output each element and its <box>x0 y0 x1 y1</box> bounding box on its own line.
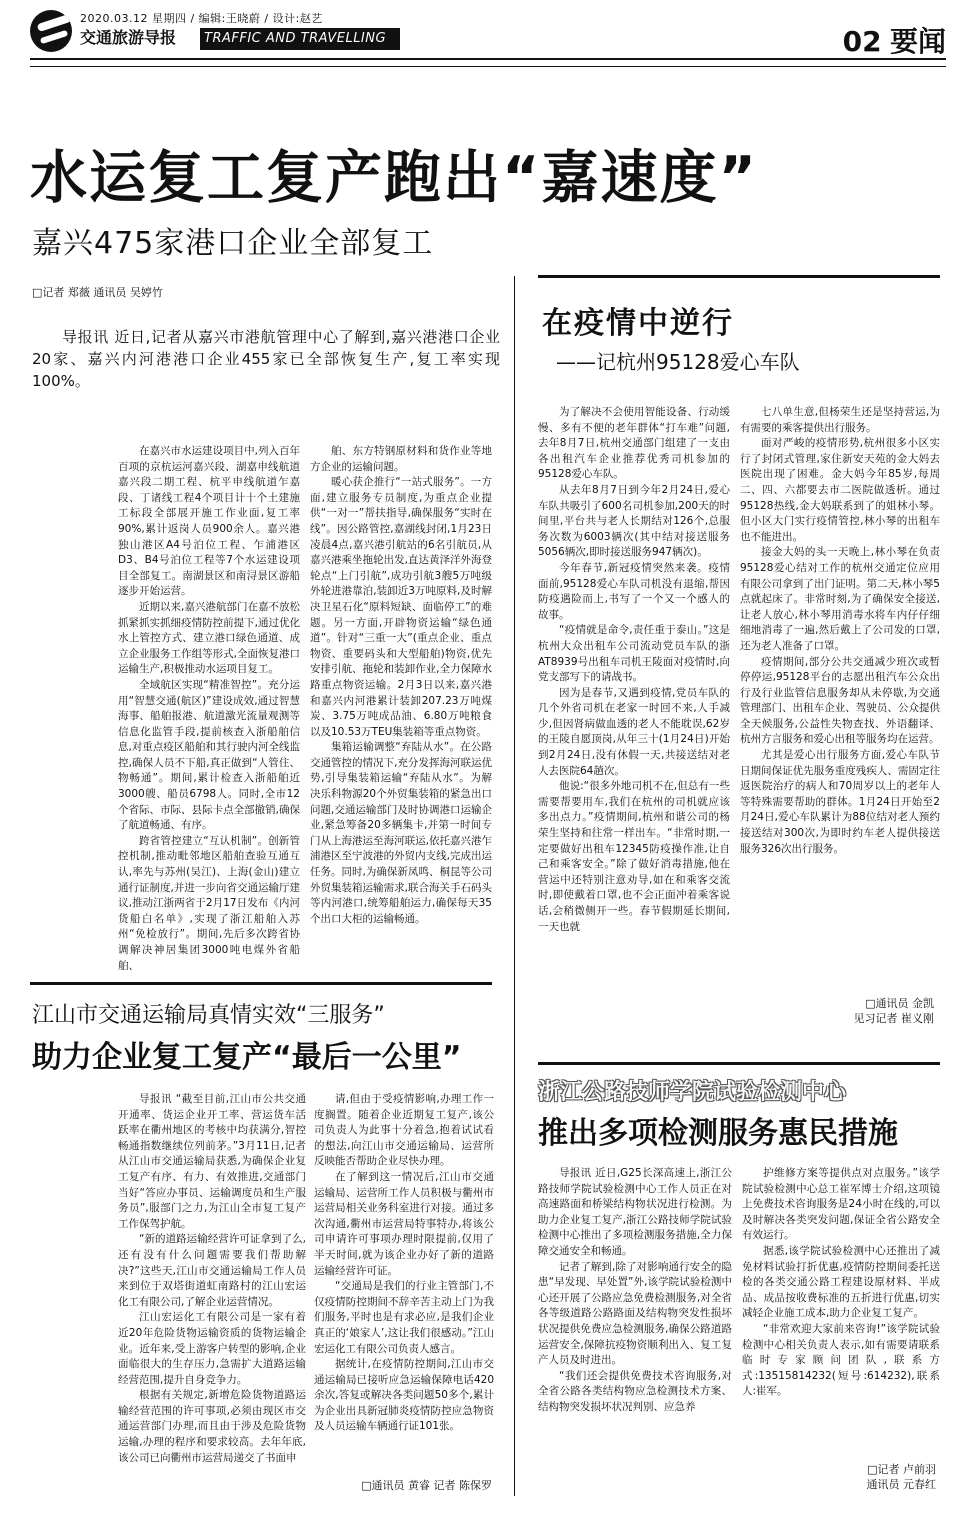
paragraph: “非常欢迎大家前来咨询!”该学院试验检测中心相关负责人表示,如有需要请联系临时专家顾问团队,联系方式:13515814232(短号:614232),联系人:崔军。 <box>742 1322 940 1398</box>
zhejiang-rule <box>538 1062 940 1065</box>
paragraph: “我们还会提供免费技术咨询服务,对全省公路各类结构物应急检测技术方案、结构物突发损坏状况判别、应急养 <box>538 1369 732 1413</box>
zhejiang-kicker <box>538 1075 940 1105</box>
paragraph: 根据有关规定,新增危险货物道路运输经营范围的许可事项,必须由现区市交通运营部门办理,而且由于涉及危险货物运输,办理的程序和要求较高。去年年底,该公司已向衢州市运营局递交了书面申 <box>118 1389 306 1464</box>
page-divider <box>514 276 515 1496</box>
lead-headline: 水运复工复产跑出“嘉速度” <box>30 145 758 211</box>
paragraph: 他说:“很多外地司机不在,但总有一些需要帮要用车,我们在杭州的司机就应该多出点力。”疫情期间,杭州和谐公司的杨荣生坚持和往常一样出车。“非常时期,一定要做好出租车12345防疫操作准,让自己和乘客安全。”除了做好消毒措施,他在营运中还特别注意劝导,如在和乘客交流时,即使戴着口罩,也不会正面冲着乘客说话,会稍微侧开一些。春节假期延长期间,一天也就 <box>538 780 730 933</box>
issue-meta: 2020.03.12 星期四 / 编辑:王晓蔚 / 设计:赵艺 <box>80 12 323 25</box>
paragraph: 集箱运输调整“弃陆从水”。在公路交通管控的情况下,充分发挥海河联运优势,引导集装箱运输“弃陆从水”。为解决乐科物源20个外贸集装箱的紧急出口问题,交通运输部门及时协调港口运输企业,紧急筹备20多辆集卡,并第一时间专门从上海港运至海河联运,依托嘉兴港乍浦港区至宁波港的外贸内支线,完成出运任务。同时,为确保新凤鸣、桐昆等公司外贸集装箱运输需求,联合海关手石码头等内河港口,统筹船舶运力,确保每天35个出口大柜的运输畅通。 <box>310 741 492 925</box>
paragraph: 面对严峻的疫情形势,杭州很多小区实行了封闭式管理,家住新安天苑的金大妈去医院出现了困难。金大妈今年85岁,每周二、四、六都要去市二医院做透析。通过95128热线,金大妈联系到了的姐林小琴。但小区大门实行疫情管控,林小琴的出租车也不能进出。 <box>740 437 940 543</box>
paragraph: 请,但由于受疫情影响,办理工作一度搁置。随着企业近期复工复产,该公司负责人为此事十分着急,抱着试试看的想法,向江山市交通运输局、运营所反映能否帮助企业尽快办理。 <box>314 1093 494 1168</box>
zhejiang-credit <box>742 1462 936 1492</box>
paragraph: 据悉,该学院试验检测中心还推出了减免材料试验打折优惠,疫情防控期间委托送检的各类交通公路工程建设原材料、半成品、成品按收费标准的五折进行优惠,切实减轻企业施工成本,助力企业复工复产。 <box>742 1244 940 1320</box>
masthead <box>30 8 946 98</box>
paragraph: 舶、东方特钢原材料和货作业等地方企业的运输问题。 <box>310 445 492 473</box>
jiangshan-title: 助力企业复工复产“最后一公里” <box>32 1040 462 1075</box>
jiangshan-column-2 <box>314 1092 494 1472</box>
lead-byline: □记者 郑薇 通讯员 吴婷竹 <box>32 286 163 299</box>
masthead-rule-thin <box>30 66 946 67</box>
feature-credit <box>740 996 934 1026</box>
feature-column-2 <box>740 405 940 993</box>
feature-title: 在疫情中逆行 <box>542 306 734 341</box>
paragraph: 据统计,在疫情防控期间,江山市交通运输局已接听应急运输保障电话420余次,答复或解决各类问题50多个,累计为企业出具新冠肺炎疫情防控应急物资及人员运输车辆通行证101张。 <box>314 1358 494 1433</box>
paragraph: 今年春节,新冠疫情突然来袭。疫情面前,95128爱心车队司机没有退缩,帮因防疫遇险而上,书写了一个又一个感人的故事。 <box>538 561 730 621</box>
newspaper-logo-icon <box>30 10 72 52</box>
credit-line: □记者 卢前羽 <box>867 1463 936 1476</box>
feature-subtitle: ——记杭州95128爱心车队 <box>556 350 800 374</box>
paragraph: 七八单生意,但杨荣生还是坚持营运,为有需要的乘客提供出行服务。 <box>740 406 940 434</box>
masthead-rule <box>30 58 946 60</box>
paragraph: 近期以来,嘉兴港航部门在嘉不放松抓紧抓实抓细疫情防控前提下,通过优化水上管控方式、建立港口绿色通道、成立企业服务工作组等形式,全面恢复港口运输生产,积极推动水运项目复工。 <box>118 600 300 676</box>
paragraph: “疫情就是命令,责任重于泰山。”这是杭州大众出租车公司流动党员车队的浙AT8939号出租车司机王陵面对疫情时,向党支部写下的请战书。 <box>538 624 730 684</box>
paragraph: 记者了解到,除了对影响通行安全的隐患“早发现、早处置”外,该学院试验检测中心还开展了公路应急免费检测服务,对全省各等级道路公路路面及结构物突发性损坏状况提供免费应急检测服务,确保公路道路运营安全,保障抗疫物资顺利出入、复工复产人员及时进出。 <box>538 1260 732 1367</box>
paragraph: 导报讯 “截至目前,江山市公共交通开通率、货运企业开工率、营运货车活跃率在衢州地区的考核中均获满分,智控畅通指数继续位列前茅。”3月11日,记者从江山市交通运输局获悉,为确保企业复工复产有序、有力、有效推进,交通部门当好“答应办事员、运输调度员和生产服务员”,服部门之力,为江山全市复工复产工作保驾护航。 <box>118 1093 306 1230</box>
paper-name-en: TRAFFIC AND TRAVELLING <box>200 28 400 50</box>
zhejiang-column-1 <box>538 1166 732 1496</box>
paragraph: 江山宏运化工有限公司是一家有着近20年危险货物运输资质的货物运输企业。近年来,受上游客户转型的影响,企业面临很大的生存压力,急需扩大道路运输经营范围,提升自身竞争力。 <box>118 1311 306 1386</box>
paragraph: 跨省管控建立“互认机制”。创新管控机制,推动毗邻地区船舶查验互通互认,率先与苏州(吴江)、上海(金山)建立通行证制度,并进一步向省交通运输厅建议,推动江浙两省于2月17日发布《内河货船白名单》,实现了浙江船舶入苏州“免检放行”。期间,先后多次跨省协调解决神居集团3000吨电煤外省船舶、 <box>118 834 300 970</box>
paragraph: 导报讯 近日,G25长深高速上,浙江公路技师学院试验检测中心工作人员正在对高速路面和桥梁结构物状况进行检测。为助力企业复工复产,浙江公路技师学院试验检测中心推出了多项检测服务措施,全力保障交通安全和畅通。 <box>538 1167 732 1257</box>
paragraph: 在嘉兴市水运建设项目中,列入百年百项的京杭运河嘉兴段、湖嘉申线航道嘉兴段二期工程、杭平申线航道乍嘉段、丁诸线工程4个项目计十个土建施工标段全部展开施工作业面,复工率90%,累计返岗人员900余人。嘉兴港独山港区A4号泊位工程、乍浦港区D3、B4号泊位工程等7个水运建设项目全部复工。南湖景区和南浔景区游船逐步开始运营。 <box>118 445 300 598</box>
feature-rule <box>538 275 940 278</box>
paragraph: 接金大妈的头一天晚上,林小琴在负责95128爱心结对工作的杭州交通定位应用有限公司拿到了出门证明。第二天,林小琴5点就起床了。非常时刻,为了确保安全接送,让老人放心,林小琴用消毒水将车内仔仔细细地消毒了一遍,然后戴上了公司发的口罩,还为老人准备了口罩。 <box>740 546 940 652</box>
paragraph: “新的道路运输经营许可证拿到了么,还有没有什么问题需要我们帮助解决?”这些天,江山市交通运输局工作人员来到位于双塔街道虹南路村的江山宏运化工有限公司,了解企业运营情况。 <box>118 1233 306 1308</box>
feature-column-1 <box>538 405 730 1019</box>
paper-name: 交通旅游导报 <box>80 28 177 47</box>
zhejiang-kicker-text: 浙江公路技师学院试验检测中心 <box>538 1080 847 1105</box>
zhejiang-column-2 <box>742 1166 940 1458</box>
paragraph: 在了解到这一情况后,江山市交通运输局、运营所工作人员积极与衢州市运营局相关业务科室进行对接。通过多次沟通,衢州市运营局特事特办,将该公司申请许可事项办理时限提前,仅用了半天时间,就为该企业办好了新的道路运输经营许可证。 <box>314 1170 494 1277</box>
paragraph: 护维修方案等提供点对点服务。”该学院试验检测中心总工崔军博士介绍,这项镜上免费技术咨询服务是24小时在线的,可以及时解决各类突发问题,保证全省公路安全有效运行。 <box>742 1167 940 1242</box>
paragraph: 疫情期间,部分公共交通减少班次或暂停停运,95128平台的志愿出租汽车公众出行及行业监管信息服务却从未停歇,为交通管理部门、出租车企业、驾驶员、公众提供全天候服务,公益性失物查找、外语翻译、杭州方言服务和爱心出租等服务均在运营。 <box>740 655 940 746</box>
credit-line: 见习记者 崔义刚 <box>853 1012 934 1025</box>
credit-line: □通讯员 金凯 <box>865 997 934 1010</box>
lead-column-2 <box>310 444 492 970</box>
page-number <box>843 20 946 60</box>
paragraph: 为了解决不会使用智能设备、行动缓慢、多有不便的老年群体“打车难”问题,去年8月7日,杭州交通部门组建了一支由各出租汽车企业推荐优秀司机参加的95128爱心车队。 <box>538 406 730 481</box>
jiangshan-credit: □通讯员 黄睿 记者 陈保罗 <box>361 1479 492 1492</box>
paragraph: 尤其是爱心出行服务方面,爱心车队节日期间保证优先服务重度残疾人、需固定往返医院治疗的病人和70周岁以上的老年人等特殊需要帮助的群体。1月24日开始至2月24日,爱心车队累计为88位结对老人预约接送结对300次,为即时约车老人提供接送服务326次出行服务。 <box>740 749 940 855</box>
page-number-value: 02 <box>842 25 882 58</box>
credit-line: 通讯员 元春红 <box>866 1478 936 1491</box>
zhejiang-title: 推出多项检测服务惠民措施 <box>538 1116 898 1151</box>
paragraph: “交通局是我们的行业主管部门,不仅疫情防控期间不辞辛苦主动上门为我们服务,平时也是有求必应,是我们企业真正的‘娘家人’,这让我们很感动。”江山宏运化工有限公司负责人感言。 <box>314 1280 494 1355</box>
lead-subheadline: 嘉兴475家港口企业全部复工 <box>32 226 434 261</box>
paragraph: 从去年8月7日到今年2月24日,爱心车队共吸引了600名司机参加,200天的时间里,平台共与老人长期结对126个,总服务次数为6003辆次(其中结对接送服务5056辆次,即时接送服务947辆次)。 <box>538 483 730 559</box>
section-name: 要闻 <box>889 25 946 58</box>
paragraph: 因为是春节,又遇到疫情,党员车队的几个外省司机在老家一时回不来,人手减少,但因肾病做血透的老人不能耽误,62岁的王陵自愿顶岗,从年三十(1月24日)开始到2月24日,没有休假一天,共接送结对老人去医院64趟次。 <box>538 686 730 777</box>
jiangshan-kicker: 江山市交通运输局真情实效“三服务” <box>32 1003 385 1028</box>
paragraph: 全域航区实现“精准智控”。充分运用“智慧交通(航区)”建设成效,通过智慧海事、船舶报港、航道激光流量观测等信息化监管手段,提前核查入浙船舶信息,对重点疫区船舶和其行驶内河全线监控,确保人员不下船,真正做到“人管住、物畅通”。期间,累计检查入浙船舶近3000艘、船员6798人。同时,全市12个省际、市际、县际卡点全部撤销,确保了航道畅通、有序。 <box>118 678 300 832</box>
paragraph: 暖心获企推行“一站式服务”。一方面,建立服务专员制度,为重点企业提供“一对一”帮扶指导,确保服务“实时在线”。因公路管控,嘉湖线封闭,1月23日凌晨4点,嘉兴港引航站的6名引航员,从嘉兴港乘坐拖轮出发,直达黄泽洋外海登轮点“上门引航”,成功引航3艘5万吨级外轮进港靠泊,装卸近3万吨原料,及时解决卫星石化“原料短缺、面临停工”的难题。另一方面,开辟物资运输“绿色通道”。针对“三重一大”(重点企业、重点物资、重要码头和大型船舶)物资,优先安排引航、拖轮和装卸作业,全力保障水路重点物资运输。2月3日以来,嘉兴港和嘉兴内河港累计装卸207.23万吨煤炭、3.75万吨成品油、6.80万吨粮食以及10.53万TEU集装箱等重点物资。 <box>310 476 492 738</box>
jiangshan-rule <box>30 982 492 985</box>
lead-lede: 导报讯 近日,记者从嘉兴市港航管理中心了解到,嘉兴港港口企业20家、嘉兴内河港港口企业455家已全部恢复生产,复工率实现100%。 <box>32 328 500 390</box>
jiangshan-column-1 <box>118 1092 306 1496</box>
lead-column-1 <box>118 444 300 970</box>
